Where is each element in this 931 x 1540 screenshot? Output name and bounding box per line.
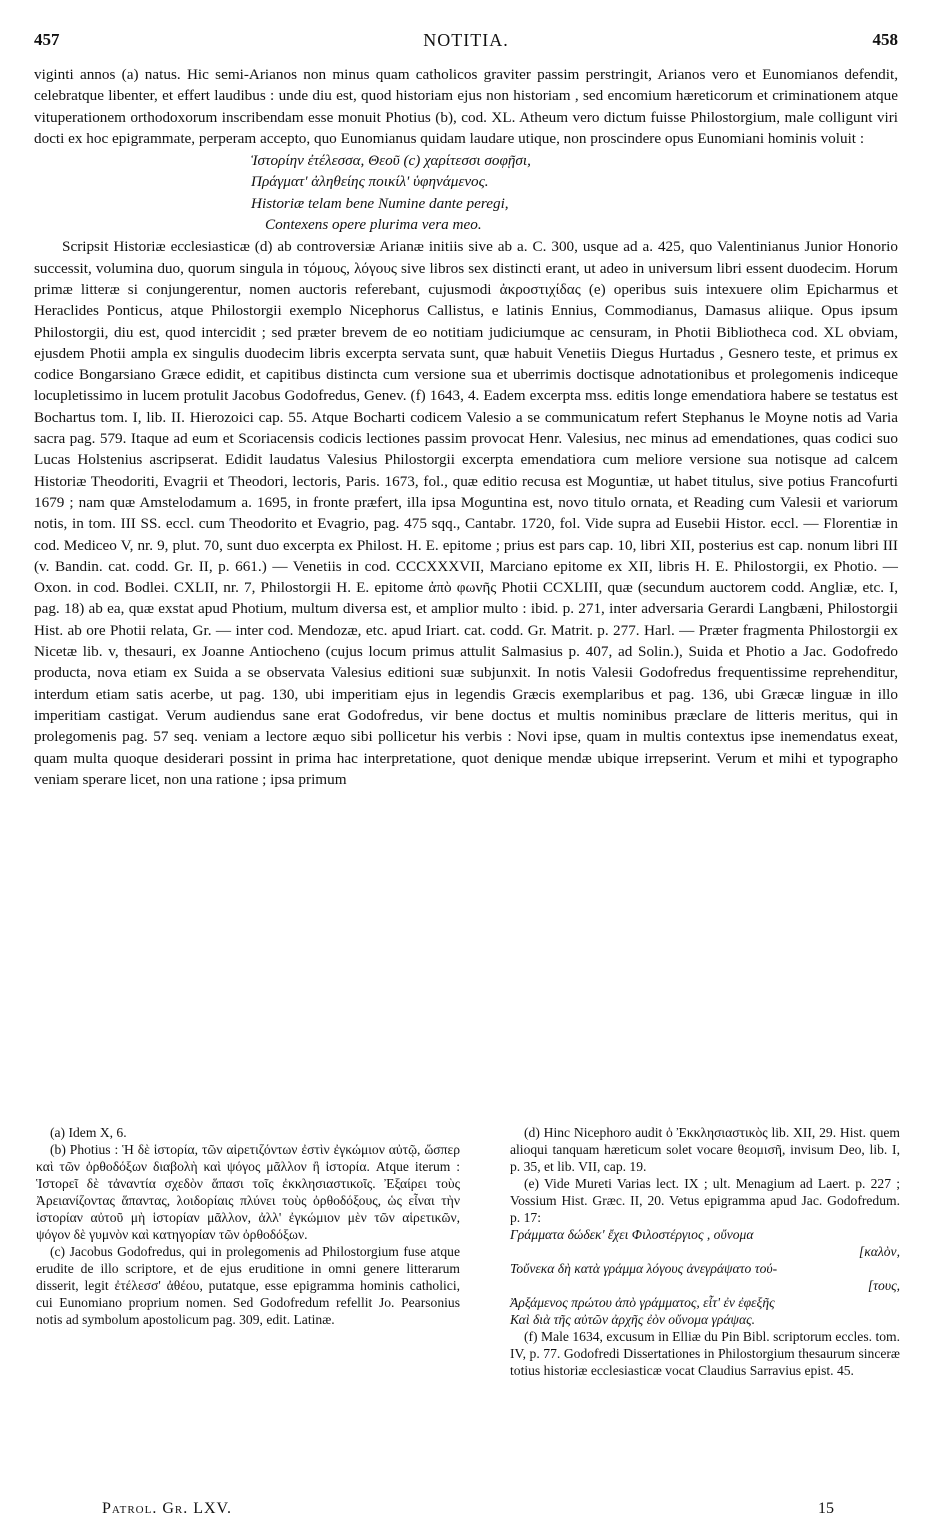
epigram-line-2: Τοὔνεκα δὴ κατὰ γράμμα λόγους ἀνεγράψατο τού- <box>510 1261 778 1276</box>
footnotes-right-column <box>510 1124 900 1379</box>
paragraph-2: Scripsit Historiæ ecclesiasticæ (d) ab controversiæ Arianæ initiis sive ab a. C. 300, usque ad a. 425, quo Valentinianus Junior Honorio successit, volumina duo, quorum singula in τόμους, λόγους sive libros sex distincti erant, ut adeo in universum libri essent duodecim. Horum primæ litteræ si conjungerentur, nomen auctoris referebant, cujusmodi ἀκροστιχίδας (e) operibus suis intexuere olim Epicharmus et Heraclides Ponticus, atque Philostorgii exemplo Nicephorus Callistus, e latinis Ennius, Commodianus, Damasus aliique. Opus ipsum Philostorgii, diu est, quod intercidit ; sed præter brevem de eo notitiam judiciumque ac censuram, in Photii Bibliotheca cod. XL obviam, ejusdem Photii ampla ex singulis duodecim libris excerpta servata sunt, quæ habuit Venetiis Diegus Hurtadus , Gesnero teste, et primus ex codice Bongarsiano Græce edidit, et capitibus distincta cum versione sua et uberrimis doctisque adnotationibus et prolegomenis indiceque locupletissimo in lucem protulit Jacobus Godofredus, Genev. (f) 1643, 4. Eadem excerpta mss. editis longe emendatiora habere se testatus est Bochartus tom. I, lib. II. Hierozoici cap. 55. Atque Bocharti codicem Valesio a se communicatum refert Stephanus le Moyne notis ad Varia sacra pag. 579. Itaque ad eum et Scoriacensis codicis lectiones passim provocat Henr. Valesius, nec minus ad emendationes, quas codici suo Lucas Holstenius ascripserat. Edidit laudatus Valesius Philostorgii excerpta emendatiora cum meliore versione sua notisque ad calcem Historiæ Theodoriti, Evagrii et Theodori, lectoris, Paris. 1673, fol., quæ editio recusa est Moguntiæ, ut habet titulus, sive potius Francofurti 1679 ; nam quæ Amstelodamum a. 1695, in fronte præfert, illa ipsa Moguntina est, novo titulo ornata, et Reading cum Valesii et variorum notis, in tom. III SS. eccl. cum Theodorito et Evagrio, pag. 475 sqq., Cantabr. 1720, fol. Vide supra ad Eusebii Histor. eccl. — Florentiæ in cod. Mediceo V, nr. 9, plut. 70, sunt duo excerpta ex Philost. H. E. epitome ; prius est pars cap. 10, libri XII, posterius est cap. nonum libri III (v. Bandin. cat. codd. Gr. II, p. 661.) — Venetiis in cod. CCCXXXVII, Marciano epitome ex XII, libris H. E. Philostorgii, ex Photio. — Oxon. in cod. Bodlei. CXLII, nr. 7, Philostorgii H. E. epitome ἀπὸ φωνῆς Photii CCXLIII, quæ (secundum auctorem codd. Angliæ, etc. I, pag. 18) ab ea, quæ exstat apud Photium, multum diversa est, et amplior multo : ibid. p. 271, inter adversaria Gerardi Langbæni, Philostorgii Hist. ab ore Photii relata, Gr. — inter cod. Mendozæ, etc. apud Iriart. cat. codd. Gr. Matrit. p. 277. Harl. — Præter fragmenta Philostorgii ex Nicetæ lib. v, thesauri, ex Joanne Antiocheno (cujus locum primus attulit Salmasius p. 407, ad Solin.), Suida et Photio a Jac. Godofredo producta, nova etiam ex Suida a se observata Valesius editioni suæ subjunxit. In notis Valesii Godofredus frequentissime reprehenditur, interdum etiam satis acerbe, ut pag. 130, ubi imperitiam ejus in legendis Græcis exemplaribus et pag. 136, ubi Græcæ linguæ in illo imperitiam castigat. Verum audiendus sane erat Godofredus, vir bene doctus et multis nominibus præclare de litteris meritus, qui in prolegomenis pag. 57 seq. veniam a lectore æquo sibi pollicetur his verbis : Novi ipse, quam in multis contextus ipse inemendatus exeat, quam multa quoque desiderari possint in prima hac interpretatione, quot denique mendæ ubique irrepserint. Verum et mihi et typographo veniam sperare licet, non una ratione ; ipsa primum <box>34 238 899 788</box>
series-title: Patrol. Gr. LXV. <box>102 1500 233 1517</box>
page-header <box>34 30 898 56</box>
verse-line-greek-1: Ἱστορίην ἐτέλεσσα, Θεοῦ (c) χαρίτεσσι σοφῇσι, <box>251 152 531 170</box>
footnote-a: (a) Idem X, 6. <box>50 1125 127 1140</box>
page-number-left: 457 <box>34 30 60 49</box>
epigram-line-4: Καὶ διὰ τῆς αὐτῶν ἀρχῆς ἐὸν οὔνομα γράψας. <box>510 1312 756 1327</box>
epigram-line-1: Γράμματα δώδεκ' ἔχει Φιλοστέργιος , οὔνομα <box>510 1227 754 1242</box>
running-title: NOTITIA. <box>423 30 509 50</box>
signature-mark: 15 <box>818 1500 834 1517</box>
footnotes-left-column <box>36 1124 460 1328</box>
epigram-verse <box>251 150 898 235</box>
verse-line-greek-2: Πράγματ' ἀληθείης ποικίλ' ὑφηνάμενος. <box>251 173 489 191</box>
footnote-c: (c) Jacobus Godofredus, qui in prolegomenis ad Philostorgium fuse atque erudite de illo scriptore, et de ejus eruditione in omni genere litterarum disserit, legit ἐτέλεσσ' ἀθέου, putatque, esse epigramma hominis catholici, cui Eunomiano proprium nomen. Sed Godofredum refellit Jo. Pearsonius notis ad symbolum apostolicum pag. 309, edit. Latinæ. <box>36 1244 460 1327</box>
epigram-line-2-cont: [τους, <box>867 1278 900 1293</box>
main-text <box>34 64 898 790</box>
epigram-line-3: Ἀρξάμενος πρώτου ἀπὸ γράμματος, εἶτ' ἐν ἐφεξῆς <box>510 1295 775 1310</box>
page-footer <box>0 1500 931 1524</box>
footnote-f: (f) Male 1634, excusum in Elliæ du Pin Bibl. scriptorum eccles. tom. IV, p. 77. Godofredi Dissertationes in Philostorgium thesaurum sinceræ totius historiæ ecclesiasticæ vocat Claudius Sarravius epist. 45. <box>510 1329 900 1378</box>
epigram-line-1-cont: [καλὸν, <box>858 1244 900 1259</box>
page-number-right: 458 <box>872 30 898 49</box>
footnote-e: (e) Vide Mureti Varias lect. IX ; ult. Menagium ad Laert. p. 227 ; Vossium Hist. Græc. II, 20. Vetus epigramma apud Jac. Godofredum. p. 17: <box>510 1176 900 1225</box>
footnote-b: (b) Photius : Ἡ δὲ ἱστορία, τῶν αἱρετιζόντων ἐστὶν ἐγκώμιον αὐτῷ, ὥσπερ καὶ τῶν ὀρθοδόξων διαβολὴ καὶ ψόγος μᾶλλον ἢ ἱστορία. Atque iterum : Ἱστορεῖ δὲ τἀναντία σχεδὸν ἅπασι τοῖς ἐκκλησιαστικοῖς. Ἐξαίρει τοὺς Ἀρειανίζοντας ἅπαντας, λοιδορίαις πλύνει τοὺς ὀρθοδόξους, ὡς εἶναι τὴν ἱστορίαν αὐτοῦ μὴ ἱστορίαν μᾶλλον, ἀλλ' ἐγκώμιον μὲν τῶν αἱρετικῶν, ψόγον δὲ γυμνὸν καὶ κατηγορίαν τῶν ὀρθοδόξων. <box>36 1142 460 1242</box>
verse-line-latin-2: Contexens opere plurima vera meo. <box>265 216 482 234</box>
paragraph-1: viginti annos (a) natus. Hic semi-Arianos non minus quam catholicos graviter passim perstringit, Arianos vero et Eunomianos defendit, celebratque libenter, et effert laudibus : unde diu est, quod historiam ejus non historiam , sed encomium hæreticorum et criminationem atque vituperationem orthodoxorum inscribendam esse monuit Photius (b), cod. XL. Atheum vero dictum fuisse Philostorgium, male colligunt viri docti ex hoc epigrammate, perperam accepto, quo Eunomianus quidam laudare utique, non proscindere opus Eunomiani hominis voluit : <box>34 66 898 147</box>
footnote-d: (d) Hinc Nicephoro audit ὁ Ἐκκλησιαστικὸς lib. XII, 29. Hist. quem alioqui tanquam hæreticum solet vocare θεομισῆ, invisum Deo, lib. I, p. 35, et lib. VII, cap. 19. <box>510 1125 900 1174</box>
verse-line-latin-1: Historiæ telam bene Numine dante peregi, <box>251 194 509 212</box>
